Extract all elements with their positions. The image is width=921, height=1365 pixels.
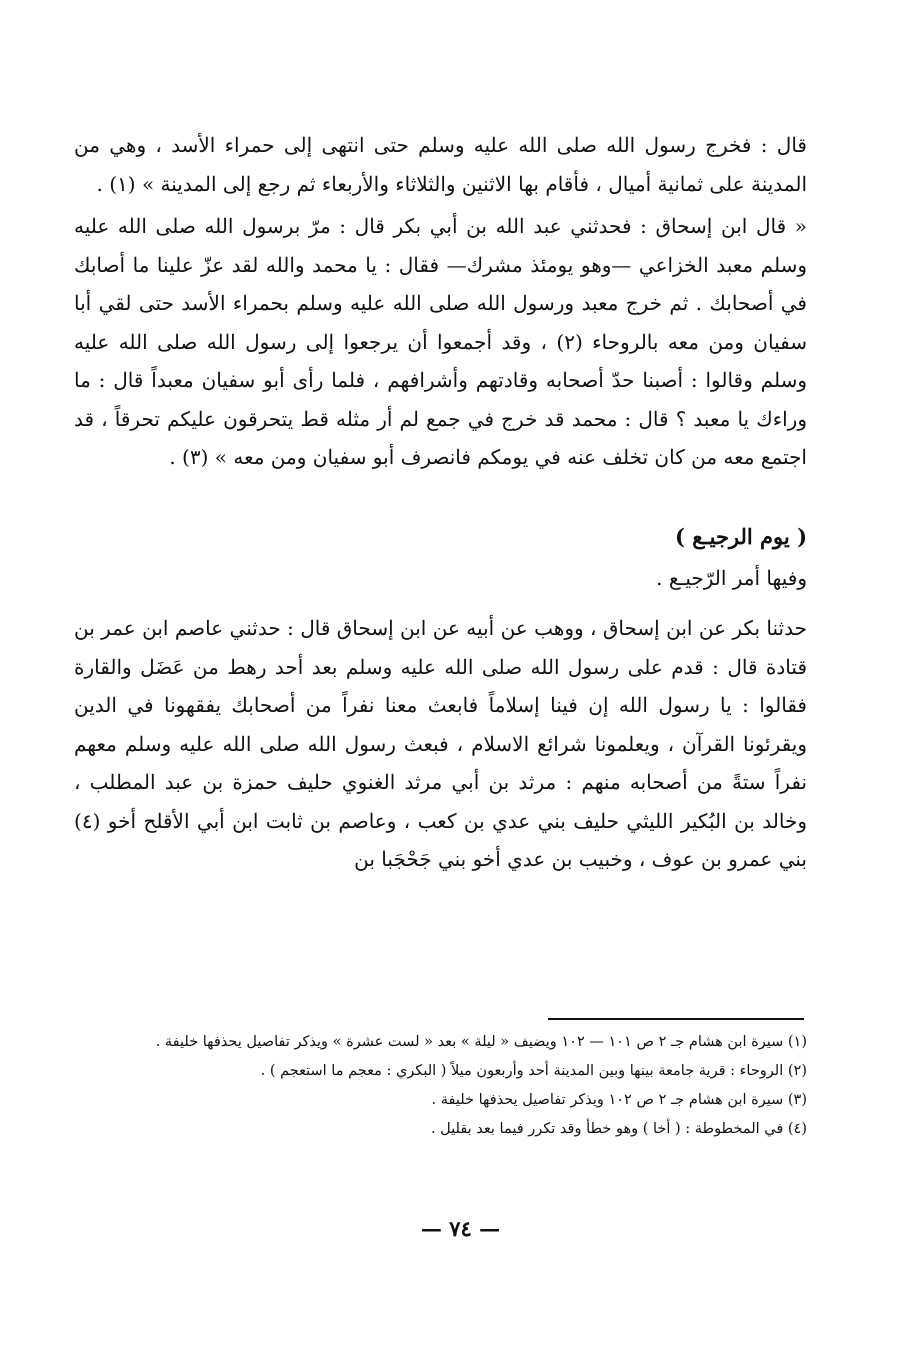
section-subheading: وفيها أمر الرّجيـع . [656,565,807,590]
footnote-1: (١) سيرة ابن هشام جـ ٢ ص ١٠١ — ١٠٢ ويضيف « ليلة » بعد « لست عشرة » ويذكر تفاصيل يحذفها خليفة . [155,1034,807,1050]
page-number: — ٧٤ — [420,1216,501,1241]
section-paragraph: حدثنا بكر عن ابن إسحاق ، ووهب عن أبيه عن ابن إسحاق قال : حدثني عاصم ابن عمر بن قتادة قال : قدم على رسول الله صلى الله عليه وسلم بعد أحد رهط من عَضَل والقارة فقالوا : يا رسول الله إن فينا إسلاماً فابعث معنا نفراً من أصحابك يفقهونا في الدين ويقرئونا القرآن ، ويعلمونا شرائع الاسلام ، فبعث رسول الله صلى الله عليه وسلم معهم نفراً ستةً من أصحابه منهم : مرثد بن أبي مرثد الغنوي حليف حمزة بن عبد المطلب ، وخالد بن البُكير الليثي حليف بني عدي بن كعب ، وعاصم بن ثابت ابن أبي الأقلح أخو (٤) بني عمرو بن عوف ، وخبيب بن عدي أخو بني جَحْجَبا بن [74,616,808,871]
paragraph-1: قال : فخرج رسول الله صلى الله عليه وسلم حتى انتهى إلى حمراء الأسد ، وهي من المدينة على ثمانية أميال ، فأقام بها الاثنين والثلاثاء والأربعاء ثم رجع إلى المدينة » (١) . [74,133,807,196]
footnote-2: (٢) الروحاء : قرية جامعة بينها وبين المدينة أحد وأربعون ميلاً ( البكري : معجم ما استعجم ) . [260,1063,807,1079]
section-heading: ( يوم الرجيـع ) [675,523,807,549]
footnote-3: (٣) سيرة ابن هشام جـ ٢ ص ١٠٢ ويذكر تفاصيل يحذفها خليفة . [431,1092,807,1108]
paragraph-2: « قال ابن إسحاق : فحدثني عبد الله بن أبي بكر قال : مرّ برسول الله صلى الله عليه وسلم معبد الخزاعي —وهو يومئذ مشرك— فقال : يا محمد والله لقد عزّ علينا ما أصابك في أصحابك . ثم خرج معبد ورسول الله صلى الله عليه وسلم بحمراء الأسد حتى لقي أبا سفيان ومن معه بالروحاء (٢) ، وقد أجمعوا أن يرجعوا إلى رسول الله صلى الله عليه وسلم وقالوا : أصبنا حدّ أصحابه وقادتهم وأشرافهم ، فلما رأى أبو سفيان معبداً قال : ما وراءك يا معبد ؟ قال : محمد قد خرج في جمع لم أر مثله قط يتحرقون عليكم تحرقاً ، قد اجتمع معه من كان تخلف عنه في يومكم فانصرف أبو سفيان ومن معه » (٣) . [74,214,807,469]
footnote-divider [548,1018,804,1020]
main-text [74,126,807,879]
footnotes [74,1030,807,1146]
footnote-4: (٤) في المخطوطة : ( أخا ) وهو خطأ وقد تكرر فيما بعد بقليل . [430,1121,807,1137]
section-spacer [74,477,807,517]
